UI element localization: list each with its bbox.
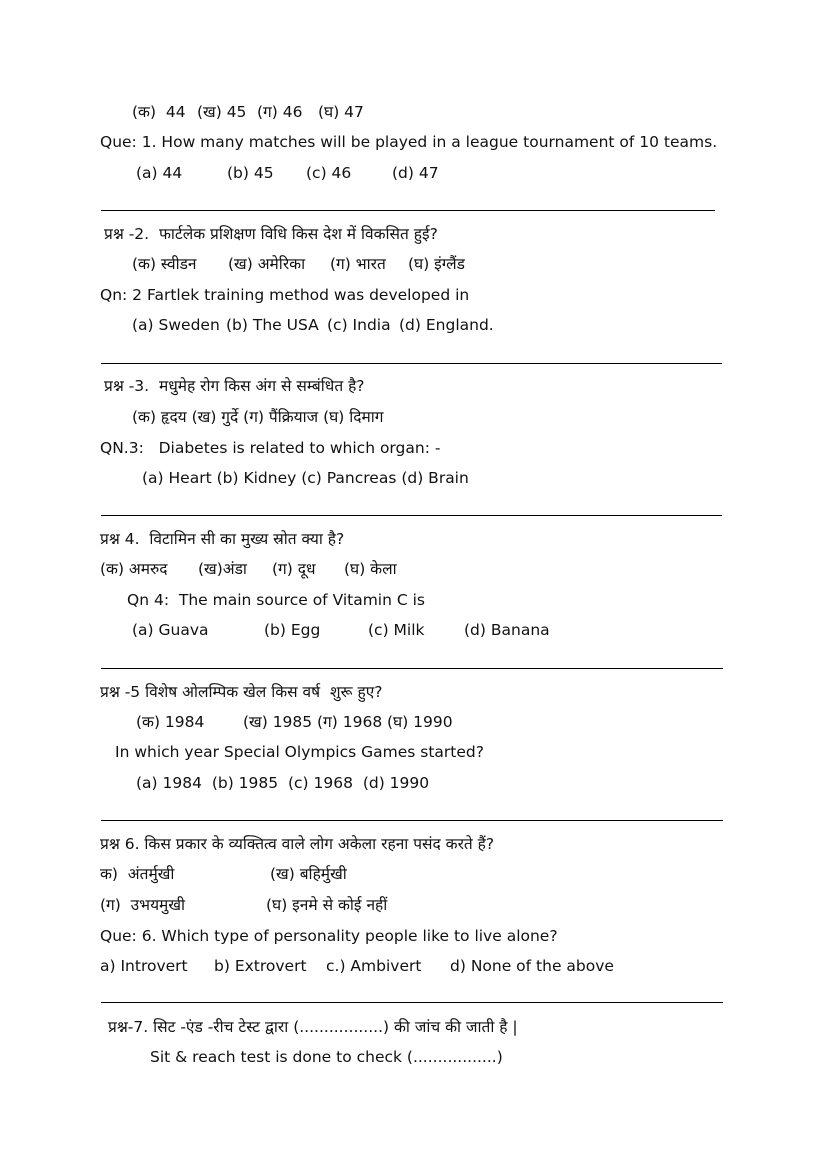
q5-hi-question: प्रश्न -5 विशेष ओलम्पिक खेल किस वर्ष शुरू हुए? bbox=[100, 683, 383, 701]
q2-en-option-c: (c) India bbox=[327, 316, 391, 334]
q6-en-question: Que: 6. Which type of personality people like to live alone? bbox=[100, 927, 558, 945]
divider bbox=[101, 210, 715, 211]
q5-hi-option-c: (ग) 1968 bbox=[317, 713, 383, 731]
q2-hi-option-a: (क) स्वीडन bbox=[132, 255, 197, 273]
q4-en-option-a: (a) Guava bbox=[132, 621, 209, 639]
q4-hi-question: प्रश्न 4. विटामिन सी का मुख्य स्रोत क्या है? bbox=[100, 530, 345, 548]
q2-en-question: Qn: 2 Fartlek training method was developed in bbox=[100, 286, 470, 304]
q6-hi-option-a: क) अंतर्मुखी bbox=[100, 865, 175, 883]
q1-en-question: Que: 1. How many matches will be played in a league tournament of 10 teams. bbox=[100, 133, 718, 151]
divider bbox=[101, 668, 723, 669]
q2-hi-option-d: (घ) इंग्लैंड bbox=[408, 255, 465, 273]
q1-en-option-d: (d) 47 bbox=[392, 164, 439, 182]
q4-en-option-b: (b) Egg bbox=[264, 621, 321, 639]
q7-hi-question: प्रश्न-7. सिट -एंड -रीच टेस्ट द्वारा (.................) की जांच की जाती है | bbox=[108, 1018, 518, 1036]
q4-hi-option-d: (घ) केला bbox=[344, 560, 397, 578]
q4-hi-option-a: (क) अमरुद bbox=[100, 560, 168, 578]
q3-en-options: (a) Heart (b) Kidney (c) Pancreas (d) Brain bbox=[142, 469, 469, 487]
q6-en-option-a: a) Introvert bbox=[100, 957, 188, 975]
q1-hi-option-b: (ख) 45 bbox=[197, 103, 247, 121]
q3-en-question: QN.3: Diabetes is related to which organ: - bbox=[100, 439, 441, 457]
q2-en-option-b: (b) The USA bbox=[226, 316, 319, 334]
divider bbox=[101, 820, 723, 821]
q3-hi-question: प्रश्न -3. मधुमेह रोग किस अंग से सम्बंधित है? bbox=[104, 377, 365, 395]
q2-hi-question: प्रश्न -2. फार्टलेक प्रशिक्षण विधि किस देश में विकसित हुई? bbox=[104, 225, 438, 243]
q1-hi-option-d: (घ) 47 bbox=[318, 103, 364, 121]
divider bbox=[101, 1002, 723, 1003]
q6-hi-option-b: (ख) बहिर्मुखी bbox=[270, 865, 347, 883]
q6-en-option-c: c.) Ambivert bbox=[326, 957, 422, 975]
q1-en-option-c: (c) 46 bbox=[306, 164, 352, 182]
q4-en-option-c: (c) Milk bbox=[368, 621, 425, 639]
q5-hi-option-a: (क) 1984 bbox=[136, 713, 205, 731]
q6-hi-option-c: (ग) उभयमुखी bbox=[100, 896, 186, 914]
q1-hi-option-a: (क) 44 bbox=[132, 103, 186, 121]
q3-hi-options: (क) हृदय (ख) गुर्दे (ग) पैंक्रियाज (घ) दिमाग bbox=[132, 408, 384, 426]
q1-hi-option-c: (ग) 46 bbox=[257, 103, 303, 121]
q6-hi-question: प्रश्न 6. किस प्रकार के व्यक्तित्व वाले लोग अकेला रहना पसंद करते हैं? bbox=[100, 835, 495, 853]
q4-hi-option-c: (ग) दूध bbox=[272, 560, 316, 578]
q2-en-option-a: (a) Sweden bbox=[132, 316, 220, 334]
q1-en-option-a: (a) 44 bbox=[136, 164, 183, 182]
q2-hi-option-b: (ख) अमेरिका bbox=[228, 255, 306, 273]
q2-en-option-d: (d) England. bbox=[399, 316, 494, 334]
q5-hi-option-d: (घ) 1990 bbox=[387, 713, 453, 731]
divider bbox=[101, 515, 722, 516]
divider bbox=[101, 363, 722, 364]
q5-hi-option-b: (ख) 1985 bbox=[243, 713, 313, 731]
q6-en-option-d: d) None of the above bbox=[450, 957, 614, 975]
q4-hi-option-b: (ख)अंडा bbox=[198, 560, 247, 578]
q4-en-option-d: (d) Banana bbox=[464, 621, 550, 639]
q6-hi-option-d: (घ) इनमे से कोई नहीं bbox=[266, 896, 388, 914]
q6-en-option-b: b) Extrovert bbox=[214, 957, 307, 975]
q2-hi-option-c: (ग) भारत bbox=[330, 255, 386, 273]
q5-en-options: (a) 1984 (b) 1985 (c) 1968 (d) 1990 bbox=[136, 774, 430, 792]
q4-en-question: Qn 4: The main source of Vitamin C is bbox=[127, 591, 425, 609]
q7-en-question: Sit & reach test is done to check (.................) bbox=[150, 1048, 503, 1066]
q1-en-option-b: (b) 45 bbox=[227, 164, 274, 182]
q5-en-question: In which year Special Olympics Games started? bbox=[115, 743, 484, 761]
